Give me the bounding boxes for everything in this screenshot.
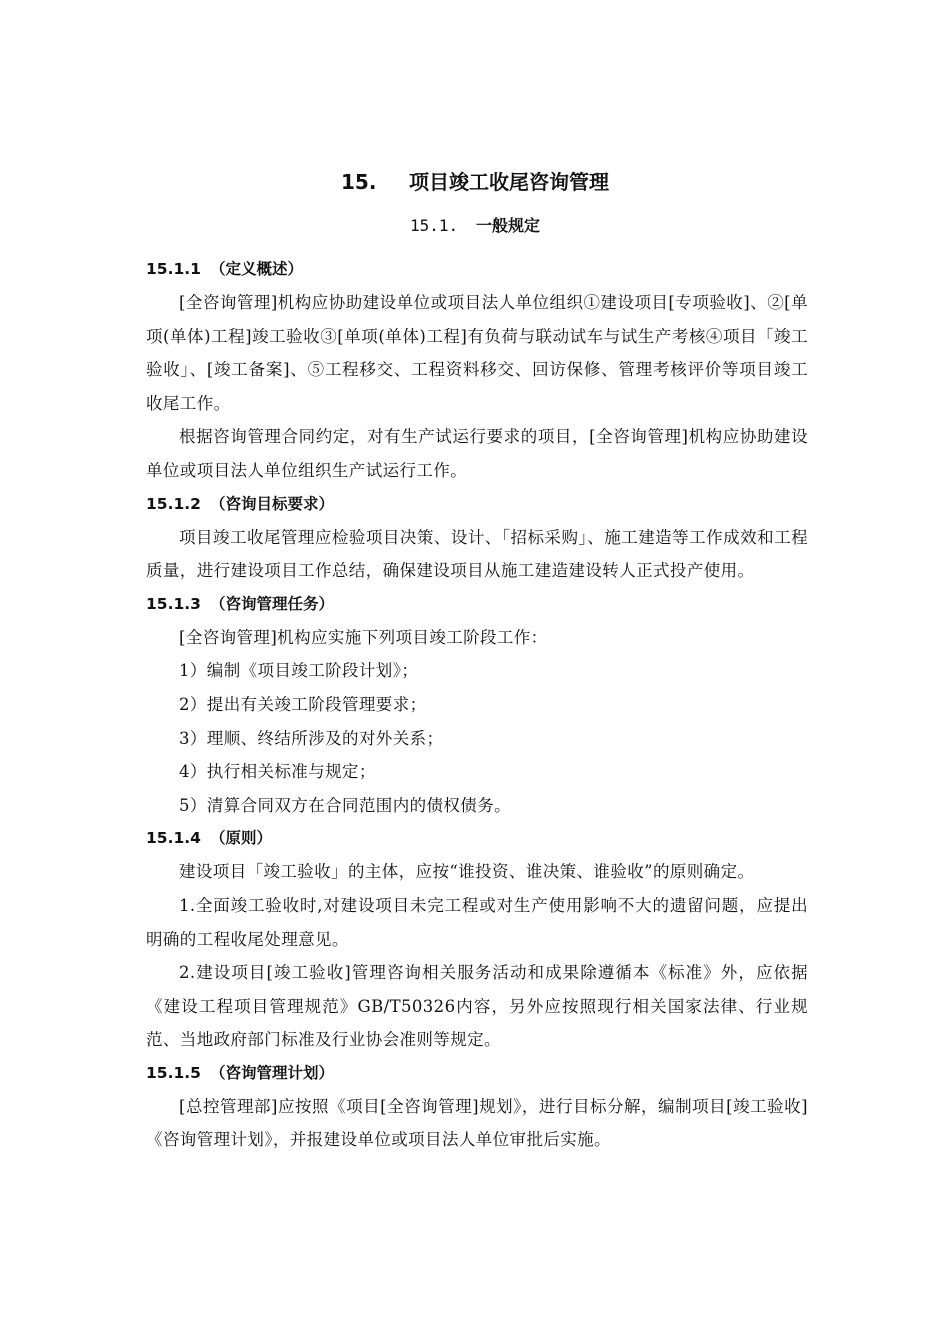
paragraph: [全咨询管理]机构应协助建设单位或项目法人单位组织①建设项目[专项验收]、②[单项(单体)工程]竣工验收③[单项(单体)工程]有负荷与联动试车与试生产考核④项目「竣工验收」、[竣工备案]、⑤工程移交、工程资料移交、回访保修、管理考核评价等项目竣工收尾工作。	[146, 293, 808, 413]
list-item: 2）提出有关竣工阶段管理要求；	[179, 694, 427, 714]
subsection-number: 15.1.4	[146, 829, 201, 848]
section-title-text: 一般规定	[475, 216, 540, 235]
list-item: 3）理顺、终结所涉及的对外关系；	[179, 728, 444, 748]
chapter-number: 15.	[341, 170, 377, 194]
document-body	[146, 253, 808, 1157]
paragraph: [全咨询管理]机构应实施下列项目竣工阶段工作：	[179, 627, 548, 647]
subsection-title: （定义概述）	[210, 260, 304, 278]
subsection-heading-15-1-4	[146, 822, 808, 855]
paragraph: [总控管理部]应按照《项目[全咨询管理]规划》，进行目标分解，编制项目[竣工验收]《咨询管理计划》，并报建设单位或项目法人单位审批后实施。	[146, 1096, 808, 1150]
paragraph: 建设项目「竣工验收」的主体，应按“谁投资、谁决策、谁验收”的原则确定。	[179, 862, 755, 882]
subsection-heading-15-1-5	[146, 1057, 808, 1090]
subsection-heading-15-1-3	[146, 588, 808, 621]
paragraph: 1.全面竣工验收时,对建设项目未完工程或对生产使用影响不大的遗留问题，应提出明确的工程收尾处理意见。	[146, 895, 808, 949]
paragraph: 项目竣工收尾管理应检验项目决策、设计、「招标采购」、施工建造等工作成效和工程质量，进行建设项目工作总结，确保建设项目从施工建造建设转人正式投产使用。	[146, 527, 808, 581]
chapter-title	[0, 168, 950, 196]
paragraph: 根据咨询管理合同约定，对有生产试运行要求的项目，[全咨询管理]机构应协助建设单位或项目法人单位组织生产试运行工作。	[146, 427, 808, 480]
subsection-title: （原则）	[210, 829, 273, 848]
chapter-title-text: 项目竣工收尾咨询管理	[409, 170, 609, 194]
subsection-heading-15-1-2	[146, 488, 808, 521]
subsection-number: 15.1.3	[146, 594, 201, 613]
subsection-number: 15.1.2	[146, 494, 201, 513]
paragraph: 2.建设项目[竣工验收]管理咨询相关服务活动和成果除遵循本《标准》外，应依据《建设工程项目管理规范》GB/T50326内容，另外应按照现行相关国家法律、行业规范、当地政府部门标准及行业协会准则等规定。	[146, 963, 808, 1050]
section-title	[0, 213, 950, 239]
list-item: 1）编制《项目竣工阶段计划》；	[179, 661, 419, 681]
subsection-number: 15.1.5	[146, 1063, 201, 1082]
list-item: 5）清算合同双方在合同范围内的债权债务。	[179, 795, 511, 815]
subsection-number: 15.1.1	[146, 260, 201, 278]
subsection-title: （咨询管理计划）	[210, 1063, 335, 1082]
section-number: 15.1.	[409, 216, 459, 235]
subsection-heading-15-1-1	[146, 253, 808, 286]
list-item: 4）执行相关标准与规定；	[179, 762, 376, 782]
subsection-title: （咨询管理任务）	[210, 594, 335, 613]
subsection-title: （咨询目标要求）	[210, 494, 335, 513]
